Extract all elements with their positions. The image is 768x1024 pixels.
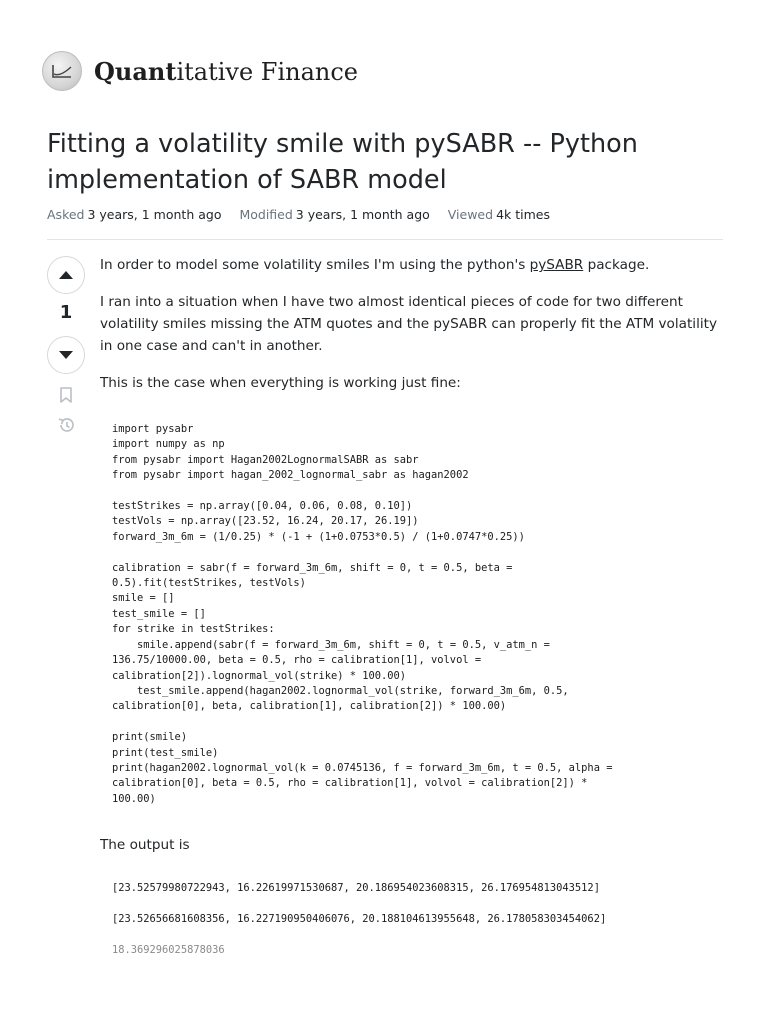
- code-block[interactable]: import pysabr import numpy as np from pysabr import Hagan2002LognormalSABR as sabr from pysabr import hagan_2002_lognormal_sabr as hagan2002 testStrikes = np.array([0.04, 0.06, 0.08, 0.10]) testVols = np.array([23.52, 16.24, 20.17, 26.19]) forward_3m_6m = (1/0.25) * (-1 + (1+0.0753*0.5) / (1+0.0747*0.25)) calibration = sabr(f = forward_3m_6m, shift = 0, t = 0.5, beta = 0.5).fit(testStrikes, testVols) smile = [] test_smile = [] for strike in testStrikes: smile.append(sabr(f = forward_3m_6m, shift = 0, t = 0.5, v_atm_n = 136.75/10000.00, beta = 0.5, rho = calibration[1], volvol = calibration[2]).lognormal_vol(strike) * 100.00) test_smile.append(hagan2002.lognormal_vol(strike, forward_3m_6m, 0.5, calibration[0], beta, calibration[1], calibration[2]) * 100.00) print(smile) print(test_smile) print(hagan2002.lognormal_vol(k = 0.0745136, f = forward_3m_6m, t = 0.5, alpha = calibration[0], beta = 0.5, rho = calibration[1], volvol = calibration[2]) * 100.00): [112, 423, 613, 805]
- site-header[interactable]: [42, 50, 358, 92]
- output-line-3[interactable]: 18.369296025878036: [112, 944, 225, 956]
- modified-label: Modified: [239, 207, 293, 222]
- question-title[interactable]: Fitting a volatility smile with pySABR -- Python implementation of SABR model: [47, 129, 638, 195]
- question-meta: [47, 207, 564, 222]
- output-line-2[interactable]: [23.52656681608356, 16.227190950406076, 20.188104613955648, 26.178058303454062]: [112, 913, 607, 925]
- downvote-arrow-icon: [58, 350, 74, 360]
- pysabr-link[interactable]: pySABR: [529, 257, 584, 273]
- post-paragraph-3: This is the case when everything is working just fine:: [100, 375, 461, 391]
- site-name-bold: Quant: [94, 56, 177, 86]
- site-name-rest: itative Finance: [176, 57, 358, 86]
- header-divider: [47, 239, 723, 240]
- history-icon[interactable]: [57, 416, 75, 434]
- quant-finance-logo-icon: [42, 51, 82, 91]
- output-line-1[interactable]: [23.52579980722943, 16.22619971530687, 20.186954023608315, 26.176954813043512]: [112, 882, 600, 894]
- asked-label: Asked: [47, 207, 85, 222]
- upvote-arrow-icon: [58, 270, 74, 280]
- viewed-value: 4k times: [496, 207, 550, 222]
- downvote-button[interactable]: [47, 336, 85, 374]
- post-body: [100, 254, 720, 394]
- viewed-label: Viewed: [447, 207, 494, 222]
- site-name: [94, 57, 358, 86]
- asked-value[interactable]: 3 years, 1 month ago: [87, 207, 222, 222]
- post-paragraph-1: In order to model some volatility smiles I'm using the python's pySABR package.: [100, 257, 650, 273]
- upvote-button[interactable]: [47, 256, 85, 294]
- output-label: The output is: [100, 837, 190, 853]
- vote-count: 1: [59, 302, 73, 323]
- post-paragraph-2: I ran into a situation when I have two almost identical pieces of code for two different volatility smiles missing the ATM quotes and the pySABR can properly fit the ATM volatility in one case and can't in another.: [100, 294, 717, 354]
- modified-value[interactable]: 3 years, 1 month ago: [295, 207, 430, 222]
- bookmark-icon[interactable]: [57, 386, 75, 404]
